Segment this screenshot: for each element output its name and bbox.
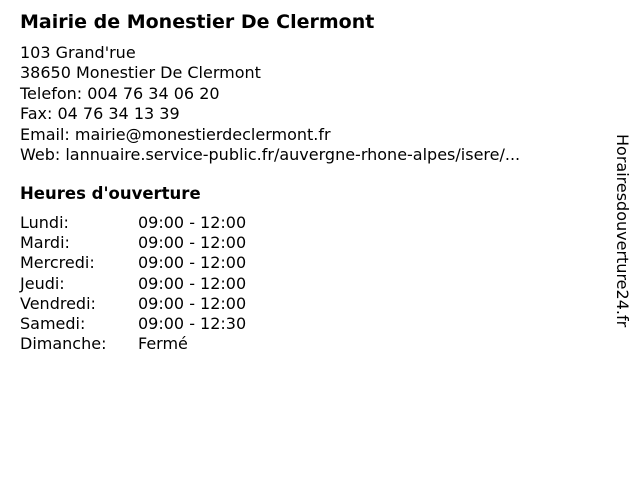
fax-number: Fax: 04 76 34 13 39 [20,104,180,124]
email-address: Email: mairie@monestierdeclermont.fr [20,124,331,144]
time-range: 09:00 - 12:00 [138,253,247,273]
time-range: 09:00 - 12:00 [138,233,247,253]
day-label: Jeudi: [20,273,65,293]
time-range: Fermé [138,334,188,354]
day-label: Vendredi: [20,293,96,313]
phone-number: Telefon: 004 76 34 06 20 [20,83,220,103]
day-label: Samedi: [20,313,86,333]
opening-hours-heading: Heures d'ouverture [20,184,201,203]
address-street: 103 Grand'rue [20,43,136,62]
site-watermark: Horairesdouverture24.fr [613,134,632,328]
time-range: 09:00 - 12:00 [138,273,247,293]
day-label: Mardi: [20,233,70,253]
website-url: Web: lannuaire.service-public.fr/auvergne-rhone-alpes/isere/... [20,145,521,165]
page-title: Mairie de Monestier De Clermont [20,11,375,33]
time-range: 09:00 - 12:00 [138,293,247,313]
contact-block [20,43,520,165]
address-city: 38650 Monestier De Clermont [20,63,261,83]
time-range: 09:00 - 12:30 [138,313,247,333]
day-label: Mercredi: [20,253,95,273]
time-range: 09:00 - 12:00 [138,213,247,232]
day-label: Dimanche: [20,334,107,354]
day-label: Lundi: [20,213,69,232]
